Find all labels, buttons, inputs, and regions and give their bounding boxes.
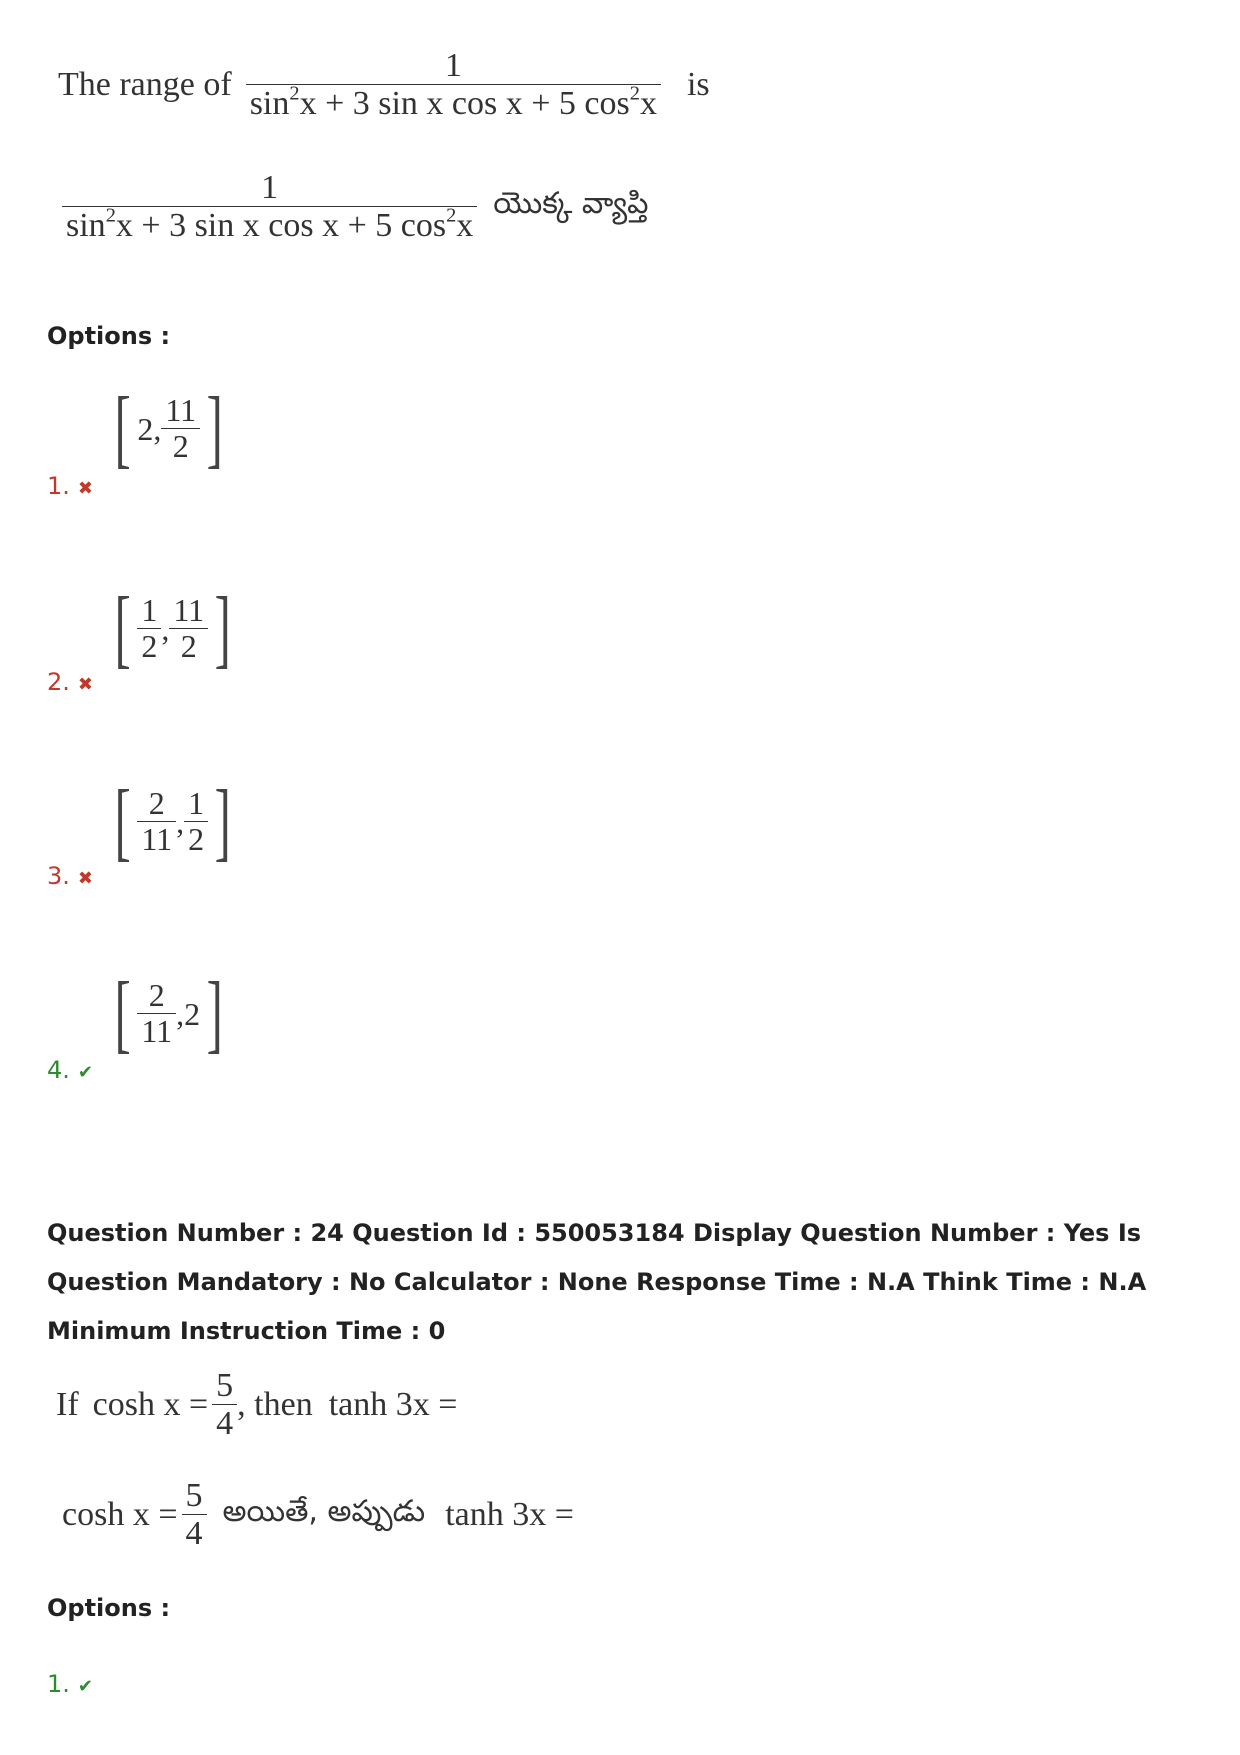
q23-numerator: 1 — [444, 47, 462, 84]
q23-suffix-te: యొక్క వ్యాప్తి — [493, 186, 649, 222]
q23-option-4-number: 4. ✔ — [47, 1056, 93, 1084]
q23-option-1-number: 1. ✖ — [47, 472, 93, 500]
q23-statement-en — [58, 48, 710, 122]
cross-icon: ✖ — [77, 674, 93, 695]
q23-option-2-number: 2. ✖ — [47, 668, 93, 696]
q24-metadata: Question Number : 24 Question Id : 550053184 Display Question Number : Yes Is Question Mandatory : No Calculator : None Response Time : N.A Think Time : N.A Minimum Instruction Time : 0 — [47, 1219, 1147, 1345]
q23-option-4-value: [ $\frac{2}{11}$ , 2 ] — [114, 965, 223, 1062]
q23-option-2-value: [ $\frac{1}{2}$ , $\frac{11}{2}$ ] — [114, 580, 231, 677]
q23-statement-te — [62, 170, 648, 244]
check-icon: ✔ — [77, 1676, 93, 1697]
q23-options-label: Options : — [47, 322, 171, 350]
q23-prefix-en: The range of — [58, 66, 232, 104]
q23-option-1-value: [ 2, $\frac{11}{2}$ ] — [114, 380, 223, 477]
q24-option-1-number: 1. ✔ — [47, 1670, 93, 1698]
cross-icon: ✖ — [77, 868, 93, 889]
q24-options-label: Options : — [47, 1594, 171, 1622]
q23-option-3-number: 3. ✖ — [47, 862, 93, 890]
q23-fraction-en — [246, 48, 661, 122]
cross-icon: ✖ — [77, 478, 93, 499]
q23-denominator: $\sin^2x + 3$ sin x cos x + 5 $\cos^2x$ — [249, 82, 657, 122]
q23-suffix-en: is — [686, 66, 710, 104]
q23-fraction-te: $\frac{1}{\sin^2x + 3 \sin x \cos x + 5 \cos^2x}$ — [62, 170, 477, 244]
q23-option-3-value: [ $\frac{2}{11}$ , $\frac{1}{2}$ ] — [114, 773, 231, 870]
q24-statement-te: cosh x = $\frac{5}{4}$ అయితే, అప్పుడు tanh 3x = — [62, 1477, 574, 1552]
q24-statement-en: If cosh x = $\frac{5}{4}$ , then tanh 3x = — [56, 1367, 458, 1442]
check-icon: ✔ — [77, 1062, 93, 1083]
